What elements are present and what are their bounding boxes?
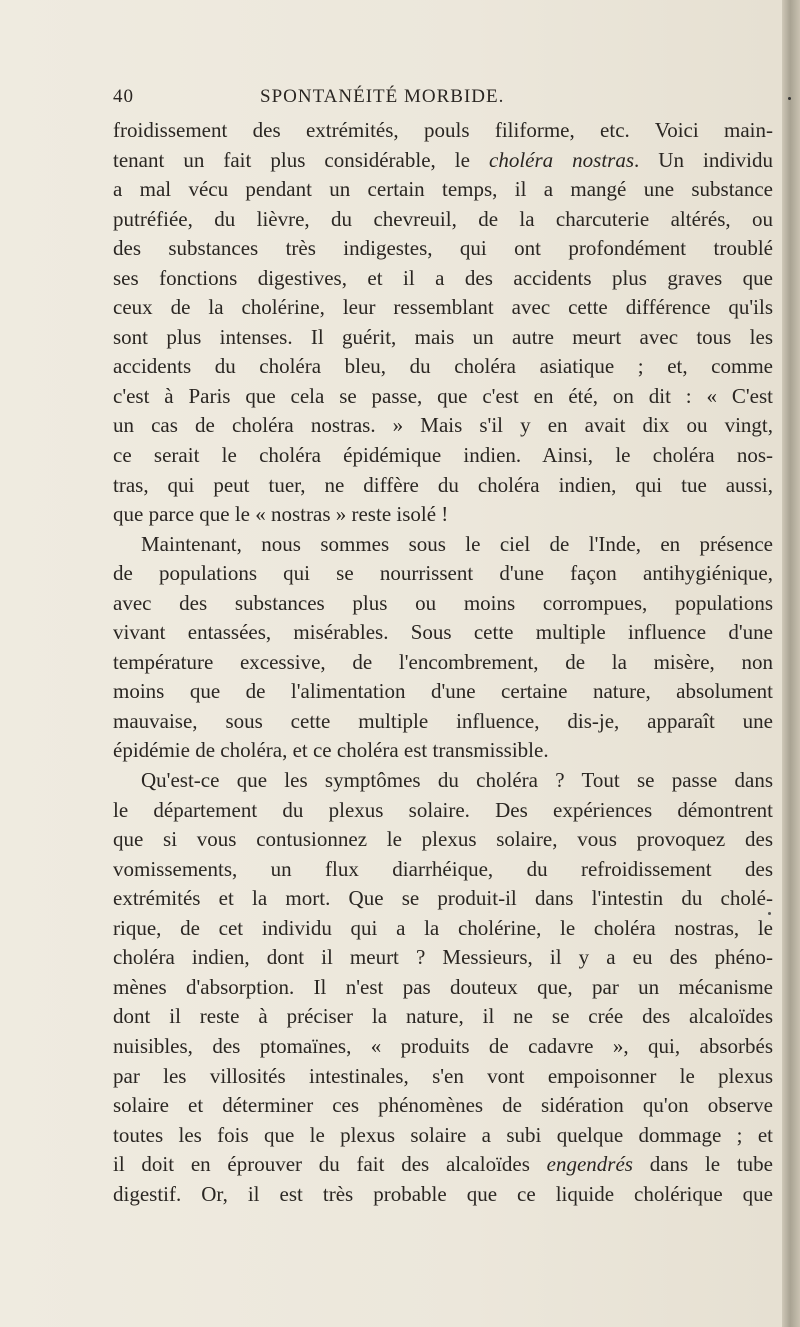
page-edge-shadow (782, 0, 800, 1327)
text-line: de populations qui se nourrissent d'une façon antihygiénique, (113, 561, 773, 586)
text-line: avec des substances plus ou moins corrompues, populations (113, 590, 773, 615)
text-line: a mal vécu pendant un certain temps, il a mangé une substance (113, 177, 773, 202)
text-line: vivant entassées, misérables. Sous cette multiple influence d'une (113, 620, 773, 645)
text-line: ce serait le choléra épidémique indien. Ainsi, le choléra nos- (113, 443, 773, 468)
text-line: extrémités et la mort. Que se produit-il dans l'intestin du cholé- (113, 886, 773, 911)
text-line: c'est à Paris que cela se passe, que c'est en été, on dit : « C'est (113, 383, 773, 408)
text-line: épidémie de choléra, et ce choléra est transmissible. (113, 738, 549, 763)
text-line: choléra indien, dont il meurt ? Messieurs, il y a eu des phéno- (113, 945, 773, 970)
text-line: que si vous contusionnez le plexus solaire, vous provoquez des (113, 827, 773, 852)
text-line: toutes les fois que le plexus solaire a subi quelque dommage ; et (113, 1122, 773, 1147)
italic-term: choléra nostras (489, 147, 635, 172)
text-line: rique, de cet individu qui a la cholérine, le choléra nostras, le (113, 915, 773, 940)
text-line: Maintenant, nous sommes sous le ciel de l'Inde, en présence (141, 531, 773, 556)
text-line: le département du plexus solaire. Des expériences démontrent (113, 797, 773, 822)
text-line: que parce que le « nostras » reste isolé ! (113, 502, 449, 527)
text-line: dont il reste à préciser la nature, il ne se crée des alcaloïdes (113, 1004, 773, 1029)
text-line: moins que de l'alimentation d'une certaine nature, absolument (113, 679, 773, 704)
text-line: ceux de la cholérine, leur ressemblant avec cette différence qu'ils (113, 295, 773, 320)
text-line: froidissement des extrémités, pouls filiforme, etc. Voici main- (113, 118, 773, 142)
text-line: tenant un fait plus considérable, le choléra nostras. Un individu (113, 147, 774, 172)
text-line: mauvaise, sous cette multiple influence, dis-je, apparaît une (113, 708, 773, 733)
text-line: mènes d'absorption. Il n'est pas douteux que, par un mécanisme (113, 974, 773, 999)
text-line: vomissements, un flux diarrhéique, du refroidissement des (113, 856, 773, 881)
text-line: il doit en éprouver du fait des alcaloïdes engendrés dans le tube (113, 1152, 773, 1177)
text-line: accidents du choléra bleu, du choléra asiatique ; et, comme (113, 354, 773, 379)
italic-term: engendrés (546, 1152, 633, 1177)
page-number: 40 (113, 86, 134, 107)
text-line: température excessive, de l'encombrement, de la misère, non (113, 649, 773, 674)
text-line: un cas de choléra nostras. » Mais s'il y en avait dix ou vingt, (113, 413, 773, 438)
text-line: tras, qui peut tuer, ne diffère du choléra indien, qui tue aussi, (113, 472, 773, 497)
text-line: digestif. Or, il est très probable que ce liquide cholérique que (113, 1181, 773, 1206)
text-line: Qu'est-ce que les symptômes du choléra ? Tout se passe dans (141, 768, 773, 793)
running-title: SPONTANÉITÉ MORBIDE. (260, 86, 505, 107)
speck (788, 97, 791, 100)
text-line: par les villosités intestinales, s'en vont empoisonner le plexus (113, 1063, 773, 1088)
body-text (113, 116, 773, 1209)
text-line: putréfiée, du lièvre, du chevreuil, de la charcuterie altérés, ou (113, 206, 773, 231)
text-line: nuisibles, des ptomaïnes, « produits de cadavre », qui, absorbés (113, 1033, 773, 1058)
text-line: des substances très indigestes, qui ont profondément troublé (113, 236, 773, 261)
page-header (113, 86, 768, 110)
text-line: sont plus intenses. Il guérit, mais un autre meurt avec tous les (113, 324, 773, 349)
text-line: solaire et déterminer ces phénomènes de sidération qu'on observe (113, 1093, 773, 1118)
text-line: ses fonctions digestives, et il a des accidents plus graves que (113, 265, 773, 290)
